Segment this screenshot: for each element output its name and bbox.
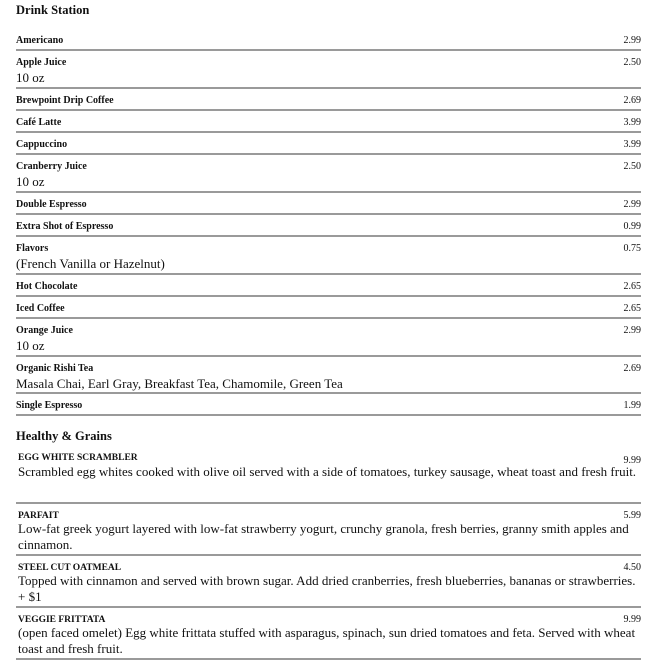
menu-item-name: STEEL CUT OATMEAL (18, 563, 122, 574)
menu-item-row (16, 608, 641, 660)
menu-item-row (16, 504, 641, 556)
menu-item-description: 10 oz (16, 338, 45, 354)
menu-item-price: 2.69 (623, 362, 641, 374)
menu-item-row (16, 111, 641, 133)
menu-item-row (16, 89, 641, 111)
menu-item-row (16, 275, 641, 297)
menu-item-name: Extra Shot of Espresso (16, 221, 114, 233)
menu-item-name: EGG WHITE SCRAMBLER (18, 453, 138, 464)
menu-item-name: Hot Chocolate (16, 280, 78, 292)
menu-item-row (16, 29, 641, 51)
menu-page (16, 0, 641, 660)
menu-item-price: 2.65 (623, 280, 641, 292)
menu-item-description: (French Vanilla or Hazelnut) (16, 256, 165, 272)
menu-item-row (16, 319, 641, 356)
menu-item-name: Flavors (16, 243, 49, 255)
menu-item-description: (open faced omelet) Egg white frittata stuffed with asparagus, spinach, sun dried tomatoes and feta. Served with wheat toast and fresh fruit. (18, 625, 636, 656)
section-title-drink-station: Drink Station (16, 3, 90, 17)
menu-item-row (16, 133, 641, 155)
menu-item-row (16, 51, 641, 88)
menu-item-row (16, 357, 641, 394)
menu-item-row (16, 394, 641, 416)
menu-item-description: 10 oz (16, 174, 45, 190)
healthy-grains-list (16, 452, 641, 660)
menu-item-price: 9.99 (623, 455, 641, 467)
menu-item-name: Double Espresso (16, 198, 87, 210)
menu-item-name: Café Latte (16, 116, 62, 128)
menu-item-price: 0.75 (623, 243, 641, 255)
menu-item-price: 2.50 (623, 57, 641, 69)
menu-item-price: 4.50 (623, 562, 641, 574)
menu-item-description: Masala Chai, Earl Gray, Breakfast Tea, Chamomile, Green Tea (16, 375, 343, 391)
menu-item-name: Single Espresso (16, 399, 83, 411)
menu-item-name: Orange Juice (16, 325, 73, 337)
menu-item-row (16, 193, 641, 215)
menu-item-row (16, 237, 641, 274)
menu-item-price: 2.99 (623, 325, 641, 337)
menu-item-name: Americano (16, 35, 64, 46)
menu-item-price: 2.50 (623, 161, 641, 173)
menu-item-name: Apple Juice (16, 57, 67, 69)
menu-item-row (16, 215, 641, 237)
menu-item-row (16, 452, 641, 504)
menu-item-name: Cranberry Juice (16, 161, 87, 173)
menu-item-price: 5.99 (623, 510, 641, 522)
menu-item-price: 3.99 (623, 139, 641, 151)
menu-item-name: Brewpoint Drip Coffee (16, 94, 114, 106)
menu-item-price: 2.99 (623, 35, 641, 46)
menu-item-name: PARFAIT (18, 511, 59, 522)
menu-item-price: 2.65 (623, 302, 641, 314)
menu-item-price: 3.99 (623, 116, 641, 128)
menu-item-description: Topped with cinnamon and served with brown sugar. Add dried cranberries, fresh blueberries, bananas or strawberries. + $1 (18, 573, 636, 604)
menu-item-row (16, 155, 641, 192)
menu-item-row (16, 556, 641, 608)
menu-item-price: 0.99 (623, 221, 641, 233)
menu-item-name: Cappuccino (16, 139, 68, 151)
menu-item-price: 9.99 (623, 614, 641, 626)
menu-item-name: Organic Rishi Tea (16, 362, 94, 374)
menu-item-name: VEGGIE FRITTATA (18, 615, 106, 626)
menu-item-description: 10 oz (16, 70, 45, 86)
menu-item-row (16, 297, 641, 319)
menu-item-description: Low-fat greek yogurt layered with low-fat strawberry yogurt, crunchy granola, fresh berries, granny smith apples and cinnamon. (18, 521, 629, 552)
drink-station-list (16, 29, 641, 416)
section-title-healthy-grains: Healthy & Grains (16, 429, 112, 444)
menu-item-description: Scrambled egg whites cooked with olive oil served with a side of tomatoes, turkey sausage, wheat toast and fresh fruit. (18, 464, 637, 480)
menu-item-price: 2.99 (623, 198, 641, 210)
menu-item-price: 2.69 (623, 94, 641, 106)
menu-item-price: 1.99 (623, 399, 641, 411)
menu-item-name: Iced Coffee (16, 302, 65, 314)
